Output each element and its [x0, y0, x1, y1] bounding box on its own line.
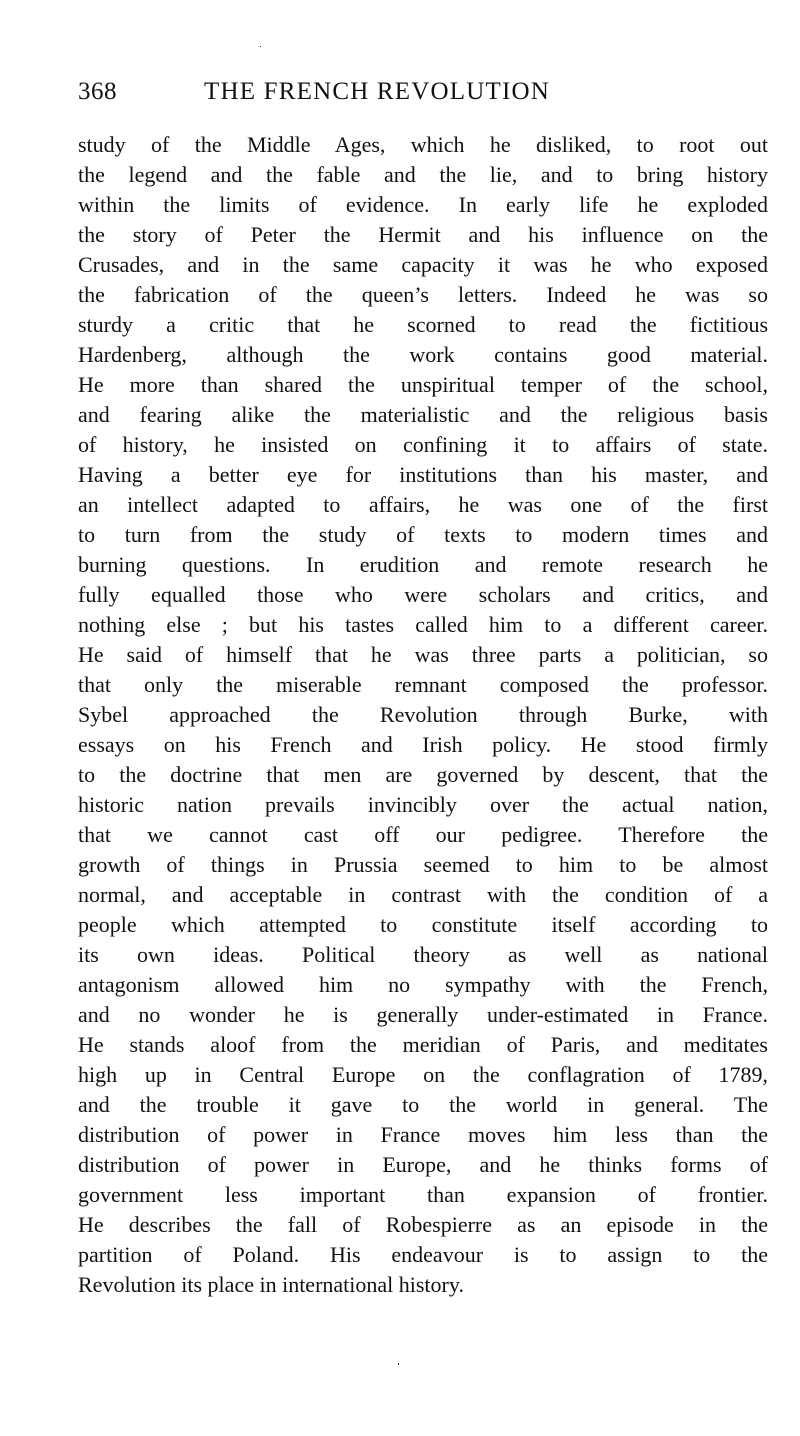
- text-line: nothing else ; but his tastes called him to a different career.: [78, 612, 768, 637]
- text-line: its own ideas. Political theory as well as national: [78, 942, 768, 967]
- text-line: to turn from the study of texts to modern times and: [78, 522, 768, 547]
- text-line: normal, and acceptable in contrast with the condition of a: [78, 882, 768, 907]
- body-text: [78, 130, 768, 1300]
- text-line: He describes the fall of Robespierre as an episode in the: [78, 1212, 768, 1237]
- text-line: the story of Peter the Hermit and his influence on the: [78, 222, 768, 247]
- text-line: fully equalled those who were scholars and critics, and: [78, 582, 768, 607]
- text-line: historic nation prevails invincibly over the actual nation,: [78, 792, 768, 817]
- text-line: He more than shared the unspiritual temper of the school,: [78, 372, 768, 397]
- text-line: He stands aloof from the meridian of Paris, and meditates: [78, 1032, 768, 1057]
- text-line: and the trouble it gave to the world in general. The: [78, 1092, 768, 1117]
- text-line: to the doctrine that men are governed by descent, that the: [78, 762, 768, 787]
- running-title: THE FRENCH REVOLUTION: [204, 78, 551, 105]
- text-line: distribution of power in Europe, and he thinks forms of: [78, 1152, 768, 1177]
- text-line: within the limits of evidence. In early life he exploded: [78, 192, 768, 217]
- text-line: and no wonder he is generally under-estimated in France.: [78, 1002, 768, 1027]
- text-line: that we cannot cast off our pedigree. Therefore the: [78, 822, 768, 847]
- text-line: sturdy a critic that he scorned to read the fictitious: [78, 312, 768, 337]
- text-line: antagonism allowed him no sympathy with the French,: [78, 972, 768, 997]
- text-line: study of the Middle Ages, which he disliked, to root out: [78, 132, 768, 157]
- text-line: He said of himself that he was three parts a politician, so: [78, 642, 768, 667]
- text-line: distribution of power in France moves him less than the: [78, 1122, 768, 1147]
- text-line: Hardenberg, although the work contains good material.: [78, 342, 768, 367]
- text-line: partition of Poland. His endeavour is to assign to the: [78, 1242, 768, 1267]
- text-line: Having a better eye for institutions than his master, and: [78, 462, 768, 487]
- text-line: people which attempted to constitute itself according to: [78, 912, 768, 937]
- text-line: and fearing alike the materialistic and the religious basis: [78, 402, 768, 427]
- page-number: 368: [78, 78, 117, 105]
- scan-speck: [260, 46, 261, 47]
- text-line: government less important than expansion of frontier.: [78, 1182, 768, 1207]
- text-line: burning questions. In erudition and remote research he: [78, 552, 768, 577]
- text-line: the legend and the fable and the lie, and to bring history: [78, 162, 768, 187]
- text-line: high up in Central Europe on the conflagration of 1789,: [78, 1062, 768, 1087]
- text-line: an intellect adapted to affairs, he was one of the first: [78, 492, 768, 517]
- running-head: [78, 74, 768, 110]
- text-line: Sybel approached the Revolution through Burke, with: [78, 702, 768, 727]
- text-line: that only the miserable remnant composed the professor.: [78, 672, 768, 697]
- text-line-last: Revolution its place in international history.: [78, 1272, 464, 1297]
- text-line: Crusades, and in the same capacity it was he who exposed: [78, 252, 768, 277]
- scan-speck: [398, 1363, 399, 1365]
- text-line: essays on his French and Irish policy. He stood firmly: [78, 732, 768, 757]
- text-line: growth of things in Prussia seemed to him to be almost: [78, 852, 768, 877]
- text-line: the fabrication of the queen’s letters. Indeed he was so: [78, 282, 768, 307]
- text-line: of history, he insisted on confining it to affairs of state.: [78, 432, 768, 457]
